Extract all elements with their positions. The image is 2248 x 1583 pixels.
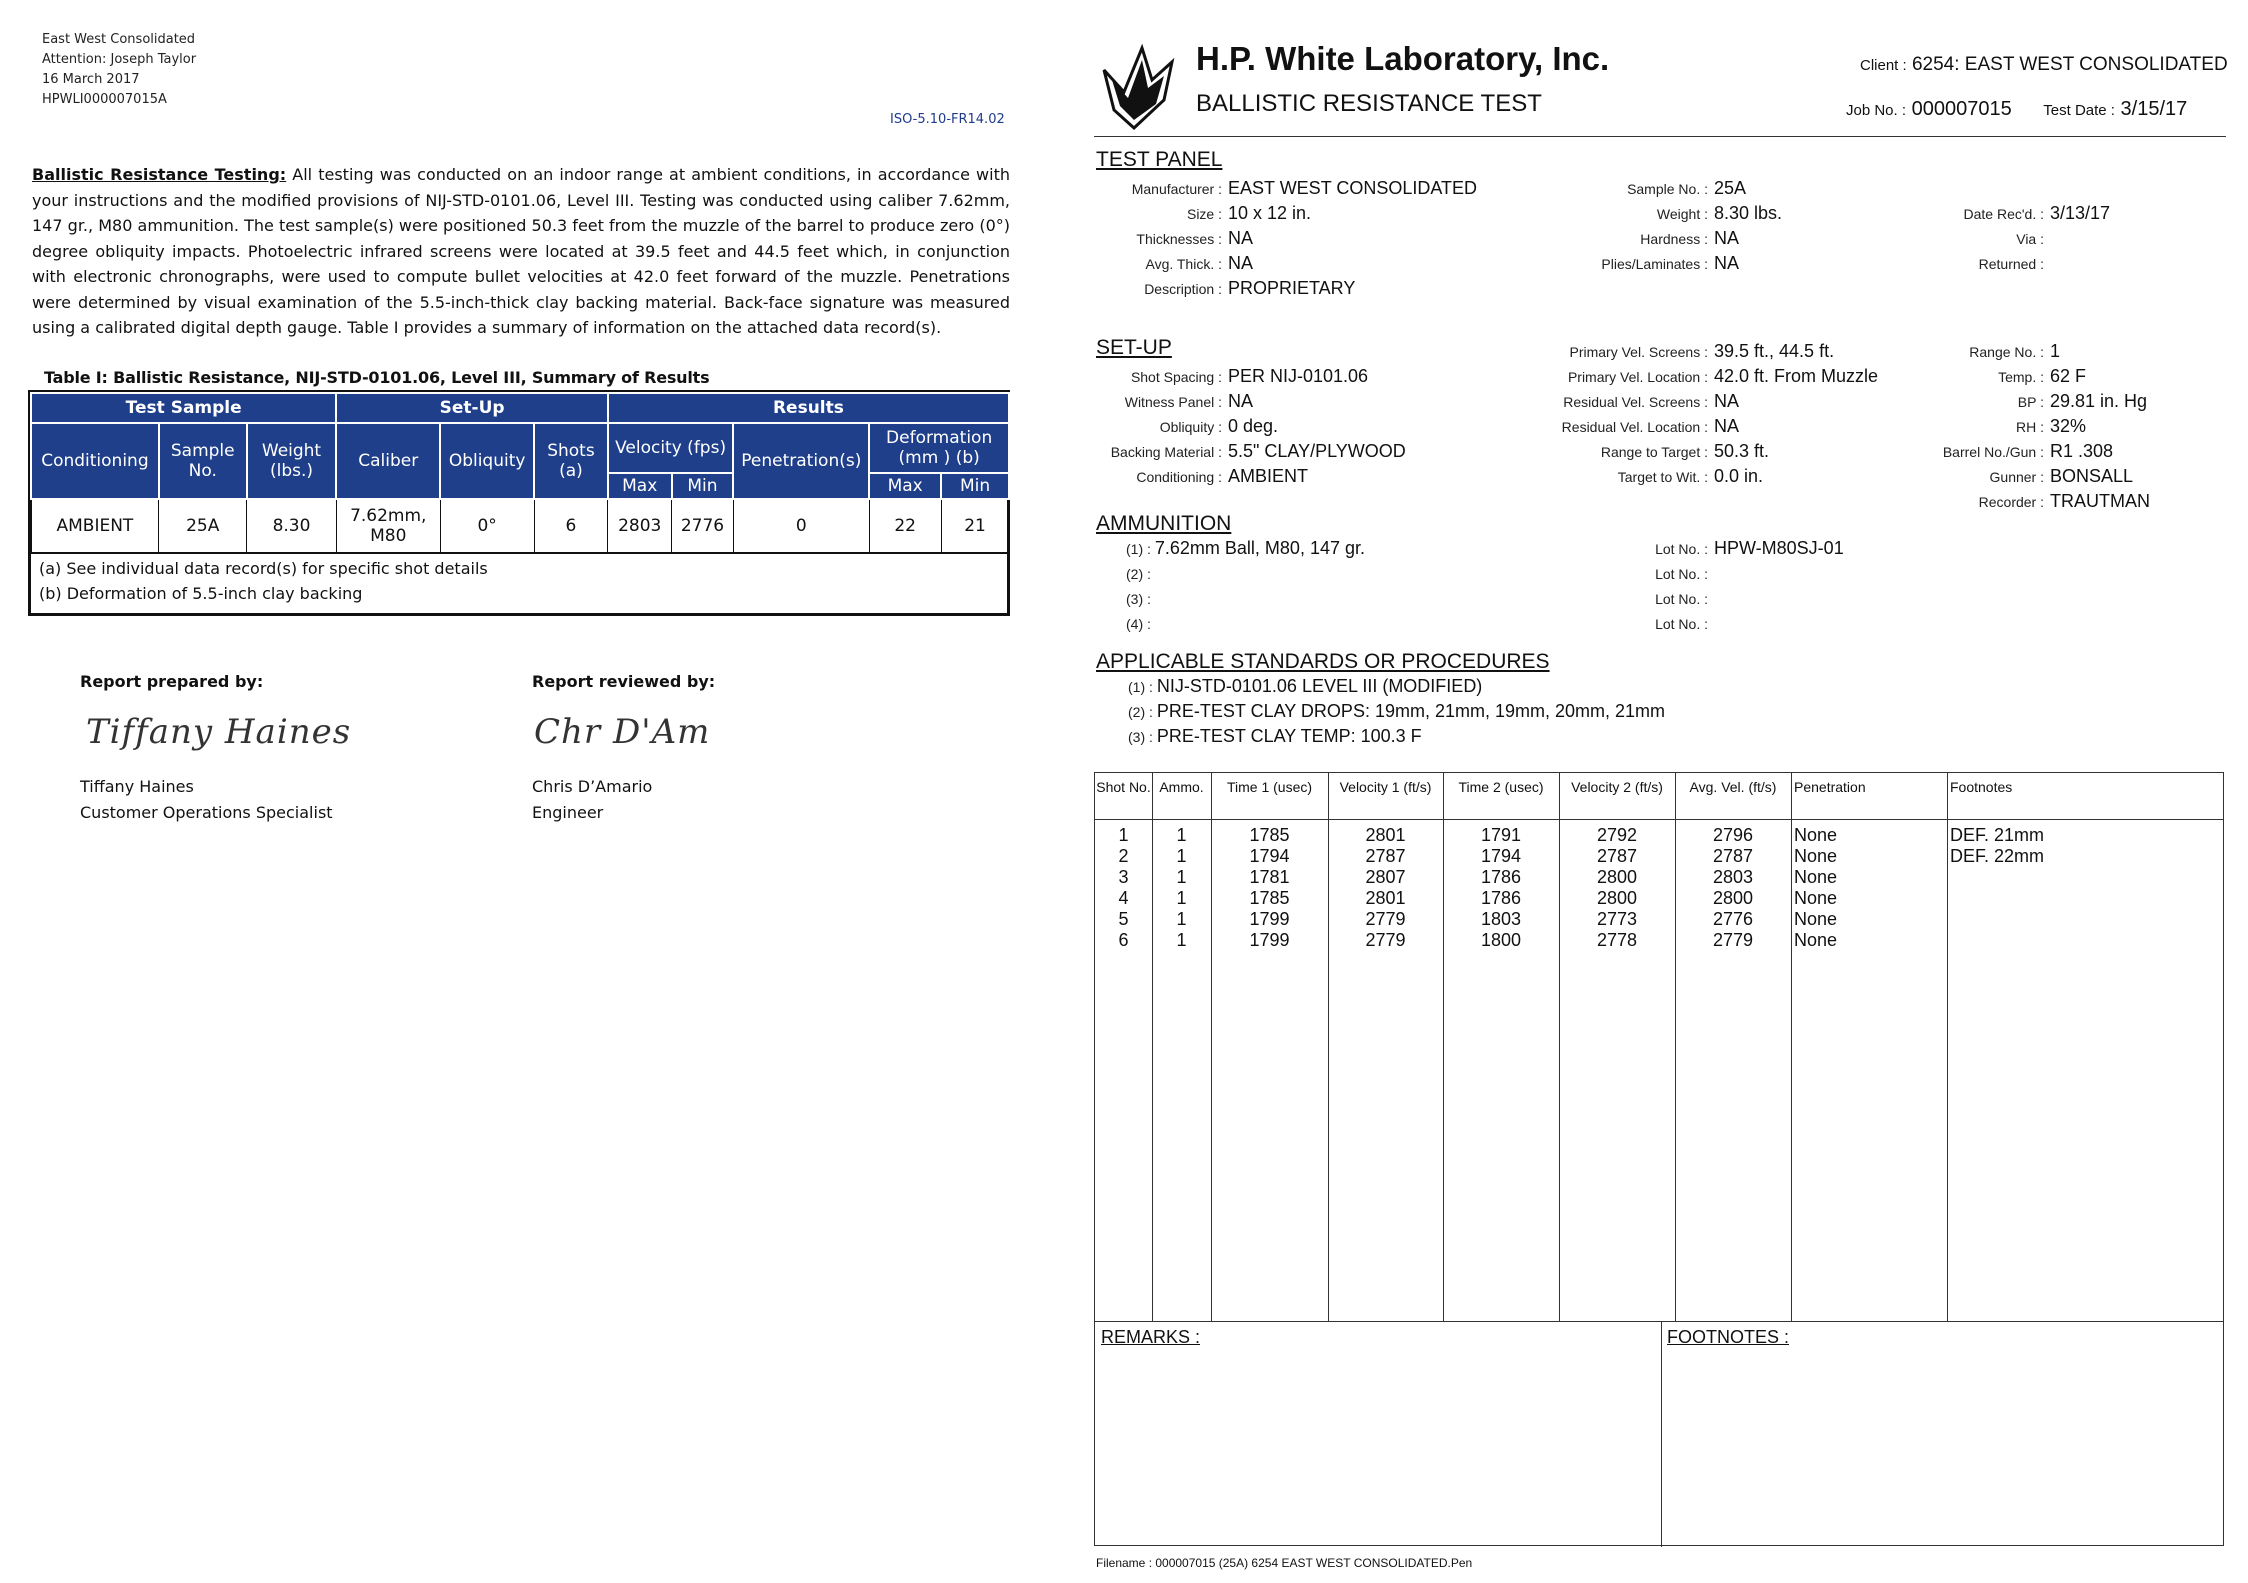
- ammo-2-num: (2) :: [1126, 566, 1151, 582]
- rh-label: RH :: [2016, 419, 2044, 435]
- weight-value: 8.30 lbs.: [1714, 203, 1783, 223]
- column-divider: [1947, 773, 1948, 1321]
- residual-screens-value: NA: [1714, 391, 1740, 411]
- size-label: Size :: [1186, 206, 1222, 222]
- ammo-list: [1126, 538, 1365, 638]
- shot-cell: 2803: [1712, 867, 1754, 887]
- job-value: 000007015: [1911, 98, 2012, 120]
- job-line: [1846, 98, 2187, 121]
- cell-shots: 6: [534, 499, 608, 553]
- hardness-value: NA: [1714, 228, 1740, 248]
- shot-cell: 2801: [1365, 825, 1406, 845]
- conditioning-value: AMBIENT: [1228, 466, 1309, 486]
- avg-thick-label: Avg. Thick. :: [1145, 256, 1222, 272]
- shot-header-2: Time 1 (usec): [1226, 779, 1313, 795]
- job-label: Job No. :: [1846, 102, 1907, 119]
- cell-conditioning: AMBIENT: [31, 499, 159, 553]
- note-a: (a) See individual data record(s) for specific shot details: [39, 559, 488, 578]
- paragraph-body: All testing was conducted on an indoor range at ambient conditions, in accordance with your instructions and the modified provisions of NIJ-STD-0101.06, Level III. Testing was conducted using caliber 7.62mm, 147 gr., M80 ammunition. The test sample(s) were positioned 50.3 feet from the muzzle of the barrel to produce zero (0°) degree obliquity impacts. Photoelectric infrared screens were located at 39.5 feet and 44.5 feet which, in conjunction with electronic chronographs, were used to compute bullet velocities at 42.0 feet forward of the muzzle. Penetrations were determined by visual examination of the 5.5-inch-thick clay backing material. Back-face signature was measured using a calibrated digital depth gauge. Table I provides a summary of information on the attached data record(s).: [32, 165, 1010, 337]
- shot-cell: 1791: [1480, 825, 1522, 845]
- reviewed-signature: Chr D'Am: [534, 712, 711, 752]
- shot-cell: 1794: [1249, 846, 1290, 866]
- shot-cell: 2778: [1596, 930, 1638, 950]
- returned-label: Returned :: [1978, 256, 2044, 272]
- preparer-block: [80, 774, 333, 826]
- ammo-title: AMMUNITION: [1096, 512, 1232, 535]
- test-date-value: 3/15/17: [2120, 98, 2188, 120]
- setup-mid-col: [1560, 341, 1878, 491]
- remarks-label: REMARKS :: [1101, 1327, 1201, 1347]
- shot-cell: 2800: [1596, 867, 1638, 887]
- shot-cell: 4: [1118, 888, 1129, 908]
- test-panel-title: TEST PANEL: [1096, 148, 1223, 171]
- col-shots: Shots (a): [534, 423, 608, 499]
- description-label: Description :: [1144, 281, 1222, 297]
- ammo-1-num: (1) :: [1126, 541, 1151, 557]
- barrel-label: Barrel No./Gun :: [1942, 444, 2044, 460]
- lot-list: [1560, 538, 1844, 638]
- std-3-value: PRE-TEST CLAY TEMP: 100.3 F: [1156, 726, 1422, 746]
- setup-title: SET-UP: [1096, 336, 1172, 359]
- hardness-label: Hardness :: [1640, 231, 1708, 247]
- shot-cell: 2801: [1365, 888, 1406, 908]
- shot-header-rule: [1095, 819, 2223, 820]
- summary-table: [30, 392, 1010, 608]
- shot-cell: 2807: [1365, 867, 1406, 887]
- ammo-4-num: (4) :: [1126, 616, 1151, 632]
- description-value: PROPRIETARY: [1228, 278, 1356, 298]
- standards-title: APPLICABLE STANDARDS OR PROCEDURES: [1096, 650, 1550, 673]
- shot-cell: 2779: [1365, 909, 1406, 929]
- group-setup: Set-Up: [336, 393, 608, 423]
- col-deformation-max: Max: [869, 473, 941, 499]
- table-row: [31, 499, 1009, 553]
- preparer-title: Customer Operations Specialist: [80, 803, 333, 822]
- column-divider: [1791, 773, 1792, 1321]
- cell-caliber: 7.62mm, M80: [336, 499, 440, 553]
- footnotes-label: FOOTNOTES :: [1667, 1327, 1790, 1347]
- shot-header-6: Avg. Vel. (ft/s): [1689, 779, 1777, 795]
- shot-cell: 6: [1118, 930, 1129, 950]
- shot-cell: 1: [1176, 825, 1187, 845]
- shot-cell: 2787: [1596, 846, 1638, 866]
- shot-header-4: Time 2 (usec): [1458, 779, 1544, 795]
- paragraph-lead: Ballistic Resistance Testing:: [32, 165, 287, 184]
- shot-cell: 1799: [1249, 909, 1290, 929]
- recorder-label: Recorder :: [1978, 494, 2044, 510]
- std-3-num: (3) :: [1128, 729, 1153, 745]
- shot-cell: 1: [1118, 825, 1129, 845]
- setup-right-col: [1900, 341, 2150, 516]
- shot-cell: 1: [1176, 930, 1187, 950]
- preparer-name: Tiffany Haines: [80, 777, 194, 796]
- header-rule: [1094, 136, 2226, 137]
- shot-cell: 5: [1118, 909, 1129, 929]
- col-sample-no: Sample No.: [159, 423, 247, 499]
- shot-cell: DEF. 21mm: [1950, 825, 2045, 845]
- panel-right-col: [1900, 203, 2110, 278]
- lot-2-label: Lot No. :: [1655, 566, 1708, 582]
- cell-deformation-min: 21: [941, 499, 1009, 553]
- group-results: Results: [608, 393, 1009, 423]
- via-label: Via :: [2016, 231, 2044, 247]
- shot-cell: 1794: [1480, 846, 1522, 866]
- shot-data-table: [1094, 772, 2224, 1546]
- addressee: East West Consolidated: [42, 32, 196, 47]
- cell-sample-no: 25A: [159, 499, 247, 553]
- range-no-label: Range No. :: [1969, 344, 2044, 360]
- shot-cell: 2: [1118, 846, 1129, 866]
- primary-screens-label: Primary Vel. Screens :: [1569, 344, 1708, 360]
- sample-no-label: Sample No. :: [1627, 181, 1708, 197]
- shot-cell: 2787: [1365, 846, 1406, 866]
- shot-header-0: Shot No.: [1096, 779, 1151, 795]
- shot-cell: 1803: [1480, 909, 1522, 929]
- manufacturer-value: EAST WEST CONSOLIDATED: [1228, 178, 1478, 198]
- thicknesses-label: Thicknesses :: [1136, 231, 1222, 247]
- col-penetrations: Penetration(s): [733, 423, 869, 499]
- date-recd-value: 3/13/17: [2050, 203, 2111, 223]
- shot-cell: None: [1794, 930, 1838, 950]
- setup-left-col: [1096, 366, 1406, 491]
- shot-cell: None: [1794, 846, 1838, 866]
- shot-cell: None: [1794, 888, 1838, 908]
- report-id: HPWLI000007015A: [42, 92, 167, 107]
- shot-cell: 1786: [1480, 888, 1522, 908]
- backing-material-value: 5.5" CLAY/PLYWOOD: [1228, 441, 1406, 461]
- plies-label: Plies/Laminates :: [1601, 256, 1708, 272]
- shot-cell: 1: [1176, 888, 1187, 908]
- col-deformation: Deformation (mm ) (b): [869, 423, 1009, 473]
- shot-cell: DEF. 22mm: [1950, 846, 2045, 866]
- cell-velocity-min: 2776: [672, 499, 734, 553]
- bp-value: 29.81 in. Hg: [2050, 391, 2148, 411]
- col-deformation-min: Min: [941, 473, 1009, 499]
- shot-header-8: Footnotes: [1950, 779, 2013, 795]
- lot-3-label: Lot No. :: [1655, 591, 1708, 607]
- client-label: Client :: [1860, 57, 1907, 74]
- recorder-value: TRAUTMAN: [2050, 491, 2150, 511]
- shot-cell: None: [1794, 867, 1838, 887]
- weight-label: Weight :: [1656, 206, 1708, 222]
- shot-cell: 1799: [1249, 930, 1290, 950]
- shot-cell: 2787: [1712, 846, 1754, 866]
- cell-penetrations: 0: [733, 499, 869, 553]
- gunner-value: BONSALL: [2050, 466, 2134, 486]
- primary-screens-value: 39.5 ft., 44.5 ft.: [1714, 341, 1835, 361]
- rh-value: 32%: [2050, 416, 2087, 436]
- temp-label: Temp. :: [1998, 369, 2044, 385]
- col-velocity-max: Max: [608, 473, 672, 499]
- reviewer-title: Engineer: [532, 803, 604, 822]
- gunner-label: Gunner :: [1989, 469, 2044, 485]
- ammo-1-value: 7.62mm Ball, M80, 147 gr.: [1154, 538, 1365, 558]
- prepared-signature: Tiffany Haines: [86, 712, 352, 752]
- target-to-wit-value: 0.0 in.: [1714, 466, 1764, 486]
- manufacturer-label: Manufacturer :: [1131, 181, 1222, 197]
- shot-cell: 1785: [1249, 825, 1290, 845]
- std-1-num: (1) :: [1128, 679, 1153, 695]
- cell-deformation-max: 22: [869, 499, 941, 553]
- plies-value: NA: [1714, 253, 1740, 273]
- col-conditioning: Conditioning: [31, 423, 159, 499]
- reviewer-name: Chris D’Amario: [532, 777, 653, 796]
- col-velocity: Velocity (fps): [608, 423, 734, 473]
- lot-1-value: HPW-M80SJ-01: [1714, 538, 1844, 558]
- shot-cell: 2800: [1712, 888, 1754, 908]
- cell-velocity-max: 2803: [608, 499, 672, 553]
- shot-spacing-label: Shot Spacing :: [1130, 369, 1222, 385]
- standards-list: [1128, 676, 1665, 751]
- cell-obliquity: 0°: [440, 499, 534, 553]
- size-value: 10 x 12 in.: [1228, 203, 1312, 223]
- shot-cell: 1: [1176, 867, 1187, 887]
- shot-cell: 3: [1118, 867, 1129, 887]
- note-b: (b) Deformation of 5.5-inch clay backing: [39, 584, 363, 603]
- remarks-divider: [1661, 1321, 1662, 1547]
- shot-cell: None: [1794, 909, 1838, 929]
- cell-weight: 8.30: [247, 499, 337, 553]
- filename: Filename : 000007015 (25A) 6254 EAST WEST CONSOLIDATED.Pen: [1096, 1556, 1473, 1570]
- shot-cell: 2779: [1365, 930, 1406, 950]
- hp-white-logo: [1094, 40, 1190, 132]
- std-2-value: PRE-TEST CLAY DROPS: 19mm, 21mm, 19mm, 20mm, 21mm: [1156, 701, 1666, 721]
- witness-panel-label: Witness Panel :: [1124, 394, 1222, 410]
- temp-value: 62 F: [2050, 366, 2087, 386]
- shot-cell: 1800: [1480, 930, 1522, 950]
- shot-cell: 1786: [1480, 867, 1522, 887]
- lab-name: H.P. White Laboratory, Inc.: [1196, 40, 1610, 77]
- range-to-target-label: Range to Target :: [1600, 444, 1708, 460]
- attention-line: Attention: Joseph Taylor: [42, 52, 197, 67]
- bp-label: BP :: [2017, 394, 2044, 410]
- shot-cell: 1781: [1249, 867, 1290, 887]
- std-1-value: NIJ-STD-0101.06 LEVEL III (MODIFIED): [1156, 676, 1483, 696]
- table-title: Table I: Ballistic Resistance, NIJ-STD-0101.06, Level III, Summary of Results: [44, 368, 710, 387]
- sample-no-value: 25A: [1714, 178, 1747, 198]
- witness-panel-value: NA: [1228, 391, 1254, 411]
- panel-left-col: [1096, 178, 1477, 303]
- iso-code: ISO-5.10-FR14.02: [890, 112, 1005, 127]
- shot-cell: 2776: [1712, 909, 1754, 929]
- shot-cell: 2792: [1596, 825, 1638, 845]
- std-2-num: (2) :: [1128, 704, 1153, 720]
- shot-header-1: Ammo.: [1159, 779, 1204, 795]
- client-line: [1860, 54, 2228, 76]
- prepared-by-label: Report prepared by:: [80, 672, 264, 691]
- target-to-wit-label: Target to Wit. :: [1617, 469, 1708, 485]
- reviewer-block: [532, 774, 652, 826]
- thicknesses-value: NA: [1228, 228, 1254, 248]
- remarks-rule: [1095, 1321, 2223, 1322]
- letter-date: 16 March 2017: [42, 72, 140, 87]
- shot-header-7: Penetration: [1794, 779, 1866, 795]
- primary-location-value: 42.0 ft. From Muzzle: [1714, 366, 1879, 386]
- col-weight: Weight (lbs.): [247, 423, 337, 499]
- shot-cell: 2800: [1596, 888, 1638, 908]
- avg-thick-value: NA: [1228, 253, 1254, 273]
- residual-screens-label: Residual Vel. Screens :: [1563, 394, 1708, 410]
- obliquity-label: Obliquity :: [1159, 419, 1222, 435]
- range-no-value: 1: [2050, 341, 2061, 361]
- table-notes: [31, 553, 1009, 608]
- shot-cell: 1: [1176, 909, 1187, 929]
- panel-mid-col: [1560, 178, 1782, 278]
- col-obliquity: Obliquity: [440, 423, 534, 499]
- obliquity-value: 0 deg.: [1228, 416, 1279, 436]
- shot-cell: 2779: [1712, 930, 1754, 950]
- shot-cell: 2796: [1712, 825, 1754, 845]
- test-name: BALLISTIC RESISTANCE TEST: [1196, 90, 1542, 117]
- range-to-target-value: 50.3 ft.: [1714, 441, 1770, 461]
- residual-location-label: Residual Vel. Location :: [1561, 419, 1708, 435]
- shot-cell: None: [1794, 825, 1838, 845]
- lot-4-label: Lot No. :: [1655, 616, 1708, 632]
- col-caliber: Caliber: [336, 423, 440, 499]
- barrel-value: R1 .308: [2050, 441, 2114, 461]
- conditioning-label: Conditioning :: [1136, 469, 1222, 485]
- date-recd-label: Date Rec'd. :: [1963, 206, 2044, 222]
- residual-location-value: NA: [1714, 416, 1740, 436]
- shot-cell: 1785: [1249, 888, 1290, 908]
- shot-spacing-value: PER NIJ-0101.06: [1228, 366, 1369, 386]
- reviewed-by-label: Report reviewed by:: [532, 672, 716, 691]
- shot-header-3: Velocity 1 (ft/s): [1339, 779, 1432, 795]
- test-date-label: Test Date :: [2043, 102, 2115, 119]
- letter-header: [42, 30, 196, 110]
- lot-1-label: Lot No. :: [1655, 541, 1708, 557]
- shot-cell: 1: [1176, 846, 1187, 866]
- primary-location-label: Primary Vel. Location :: [1567, 369, 1708, 385]
- ammo-3-num: (3) :: [1126, 591, 1151, 607]
- client-value: 6254: EAST WEST CONSOLIDATED: [1911, 54, 2228, 75]
- col-velocity-min: Min: [672, 473, 734, 499]
- group-test-sample: Test Sample: [31, 393, 336, 423]
- shot-header-5: Velocity 2 (ft/s): [1571, 779, 1663, 795]
- shot-cell: 2773: [1596, 909, 1638, 929]
- summary-paragraph: [32, 162, 1010, 341]
- backing-material-label: Backing Material :: [1110, 444, 1222, 460]
